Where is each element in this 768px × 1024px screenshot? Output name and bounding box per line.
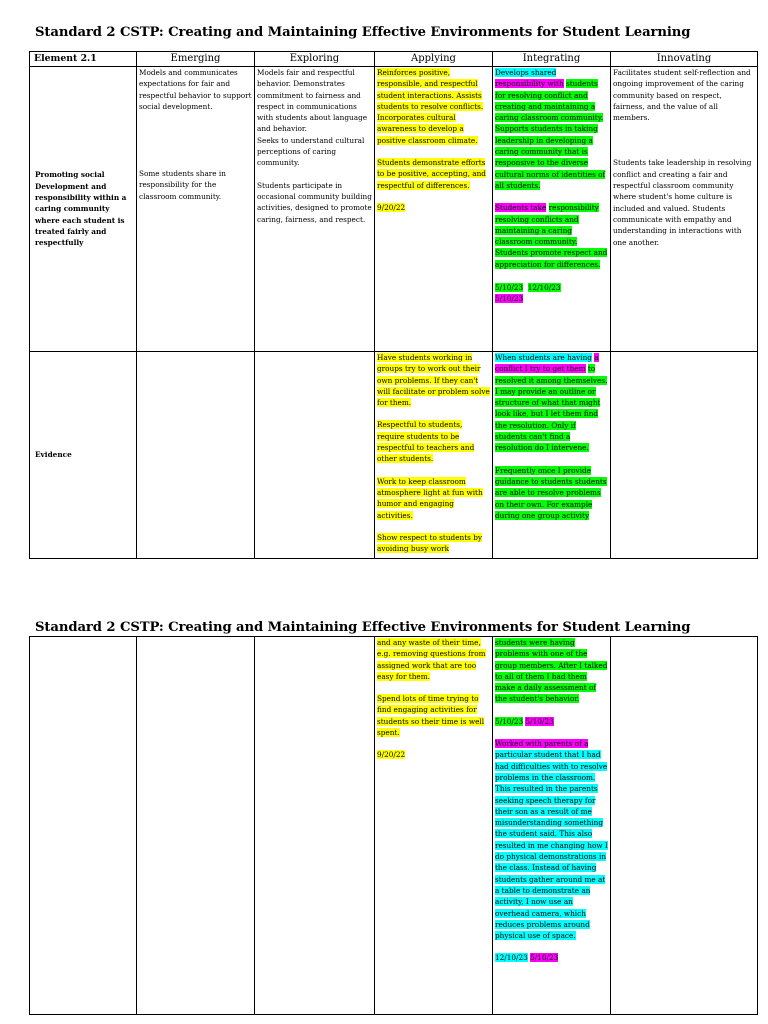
highlighted-text: Develops shared — [495, 68, 557, 77]
highlighted-text: Students take — [495, 203, 547, 213]
highlighted-text: Reinforces positive, responsible, and respectful student interactions. Assists students to resolve conflicts. — [377, 68, 484, 111]
date-stamp: 5/10/23 — [530, 953, 559, 963]
standard-table — [29, 51, 758, 559]
highlighted-text: When students are having — [495, 353, 592, 362]
table-row — [30, 352, 758, 559]
column-header-applying: Applying — [375, 52, 493, 67]
table-row — [30, 637, 758, 1015]
integrating-cell — [493, 67, 611, 352]
exploring-cell — [255, 637, 375, 1015]
exploring-cell — [255, 352, 375, 559]
date-stamp: 12/10/23 — [527, 283, 561, 293]
highlighted-text: Spend lots of time trying to find engaging activities for students so their time is well spent. — [377, 694, 485, 738]
emerging-cell — [137, 67, 255, 352]
highlighted-text: Frequently once I provide guidance to students students are able to resolve problems on their own. For example during one group activity — [495, 465, 607, 520]
highlighted-text: and any waste of their time, e.g. removing questions from assigned work that are too easy for them. — [377, 638, 486, 681]
integrating-cell — [493, 352, 611, 559]
innovating-cell — [611, 637, 758, 1015]
highlighted-text: Students demonstrate efforts to be positive, accepting, and respectful of differences. — [377, 158, 486, 190]
column-header-emerging: Emerging — [137, 52, 255, 67]
innovating-cell — [611, 67, 758, 352]
page-title: Standard 2 CSTP: Creating and Maintaining Effective Environments for Student Learning — [35, 620, 691, 635]
cell-text: Students take leadership in resolving conflict and creating a fair and respectful classroom community where student's home culture is included and valued. Students communicate with empathy and understanding in interactions with one another. — [613, 158, 752, 247]
standard-table-continued — [29, 636, 758, 1015]
highlighted-text: Respectful to students, require students to be respectful to teachers and other students. — [377, 420, 475, 464]
date-stamp: 5/10/23 — [495, 283, 524, 293]
highlighted-text: responsibility resolving conflicts and maintaining a caring classroom community. Students promote respect and appreciation for differences. — [495, 203, 608, 269]
date-stamp: 5/10/23 — [495, 716, 524, 726]
header-row — [30, 52, 758, 67]
applying-cell — [375, 637, 493, 1015]
cell-text: Facilitates student self-reflection and ongoing improvement of the caring community based on respect, fairness, and the value of all members. — [613, 68, 751, 123]
cell-text: Models fair and respectful behavior. Demonstrates commitment to fairness and respect in communications with students about language and behavior. — [257, 68, 368, 134]
highlighted-text: Have students working in groups try to work out their own problems. If they can't will facilitate or problem solve for them. — [377, 353, 490, 408]
applying-cell — [375, 352, 493, 559]
date-stamp: 5/10/23 — [525, 716, 554, 726]
highlighted-text: Worked with parents of a — [495, 739, 589, 749]
column-header-integrating: Integrating — [493, 52, 611, 67]
highlighted-text: responsibility with — [495, 79, 564, 89]
highlighted-text: students were having problems with one of the group members. After I talked to all of them I had them make a daily assessment of the student's behavior. — [495, 638, 608, 704]
date-stamp: 9/20/22 — [377, 202, 406, 212]
page-title: Standard 2 CSTP: Creating and Maintaining Effective Environments for Student Learning — [35, 25, 691, 40]
label-cell — [30, 637, 137, 1015]
highlighted-text: particular student that I had had difficulties with to resolve problems in the classroom. This resulted in the parents seeking speech therapy for their son as a result of me misunderstanding something the student said. This also resulted in me changing how I do physical demonstrations in the class. Instead of having students gather around me at a table to demonstrate an activity, I now use an overhead camera, which reduces problems around physical use of space. — [495, 750, 608, 941]
highlighted-text: to resolved it among themselves. I may provide an outline or structure of what that might look like, but I let them find the resolution. Only if students can't find a resolution do I intervene. — [495, 364, 608, 453]
cell-text: Students participate in occasional community building activities, designed to promote caring, fairness, and respect. — [257, 180, 372, 224]
cell-text: Models and communicates expectations for fair and respectful behavior to support social development. — [139, 68, 252, 111]
applying-cell — [375, 67, 493, 352]
row-label-evidence: Evidence — [30, 352, 137, 559]
column-header-exploring: Exploring — [255, 52, 375, 67]
date-stamp: 9/20/22 — [377, 750, 406, 760]
highlighted-text: a conflict I try to get them — [495, 353, 599, 374]
exploring-cell — [255, 67, 375, 352]
cell-text: Seeks to understand cultural perceptions of caring community. — [257, 135, 365, 168]
emerging-cell — [137, 352, 255, 559]
highlighted-text: Show respect to students by avoiding busy work — [377, 532, 483, 554]
date-stamp: 12/10/23 — [495, 953, 528, 963]
emerging-cell — [137, 637, 255, 1015]
highlighted-text: Incorporates cultural awareness to develop a positive classroom climate. — [377, 113, 478, 145]
innovating-cell — [611, 352, 758, 559]
highlighted-text: students for resolving conflict and creating and maintaining a caring classroom community. Supports students in taking leadership in developing a caring community that is responsive to the diverse cultural norms of identities of all students. — [495, 79, 606, 190]
column-header-innovating: Innovating — [611, 52, 758, 67]
integrating-cell — [493, 637, 611, 1015]
row-label: Promoting social Development and responsibility within a caring community where each student is treated fairly and respectfully — [30, 67, 137, 352]
element-label: Element 2.1 — [30, 52, 137, 67]
table-row — [30, 67, 758, 352]
highlighted-text: Work to keep classroom atmosphere light at fun with humor and engaging activities. — [377, 476, 483, 520]
date-stamp: 5/10/23 — [495, 294, 524, 304]
cell-text: Some students share in responsibility for the classroom community. — [139, 169, 226, 201]
